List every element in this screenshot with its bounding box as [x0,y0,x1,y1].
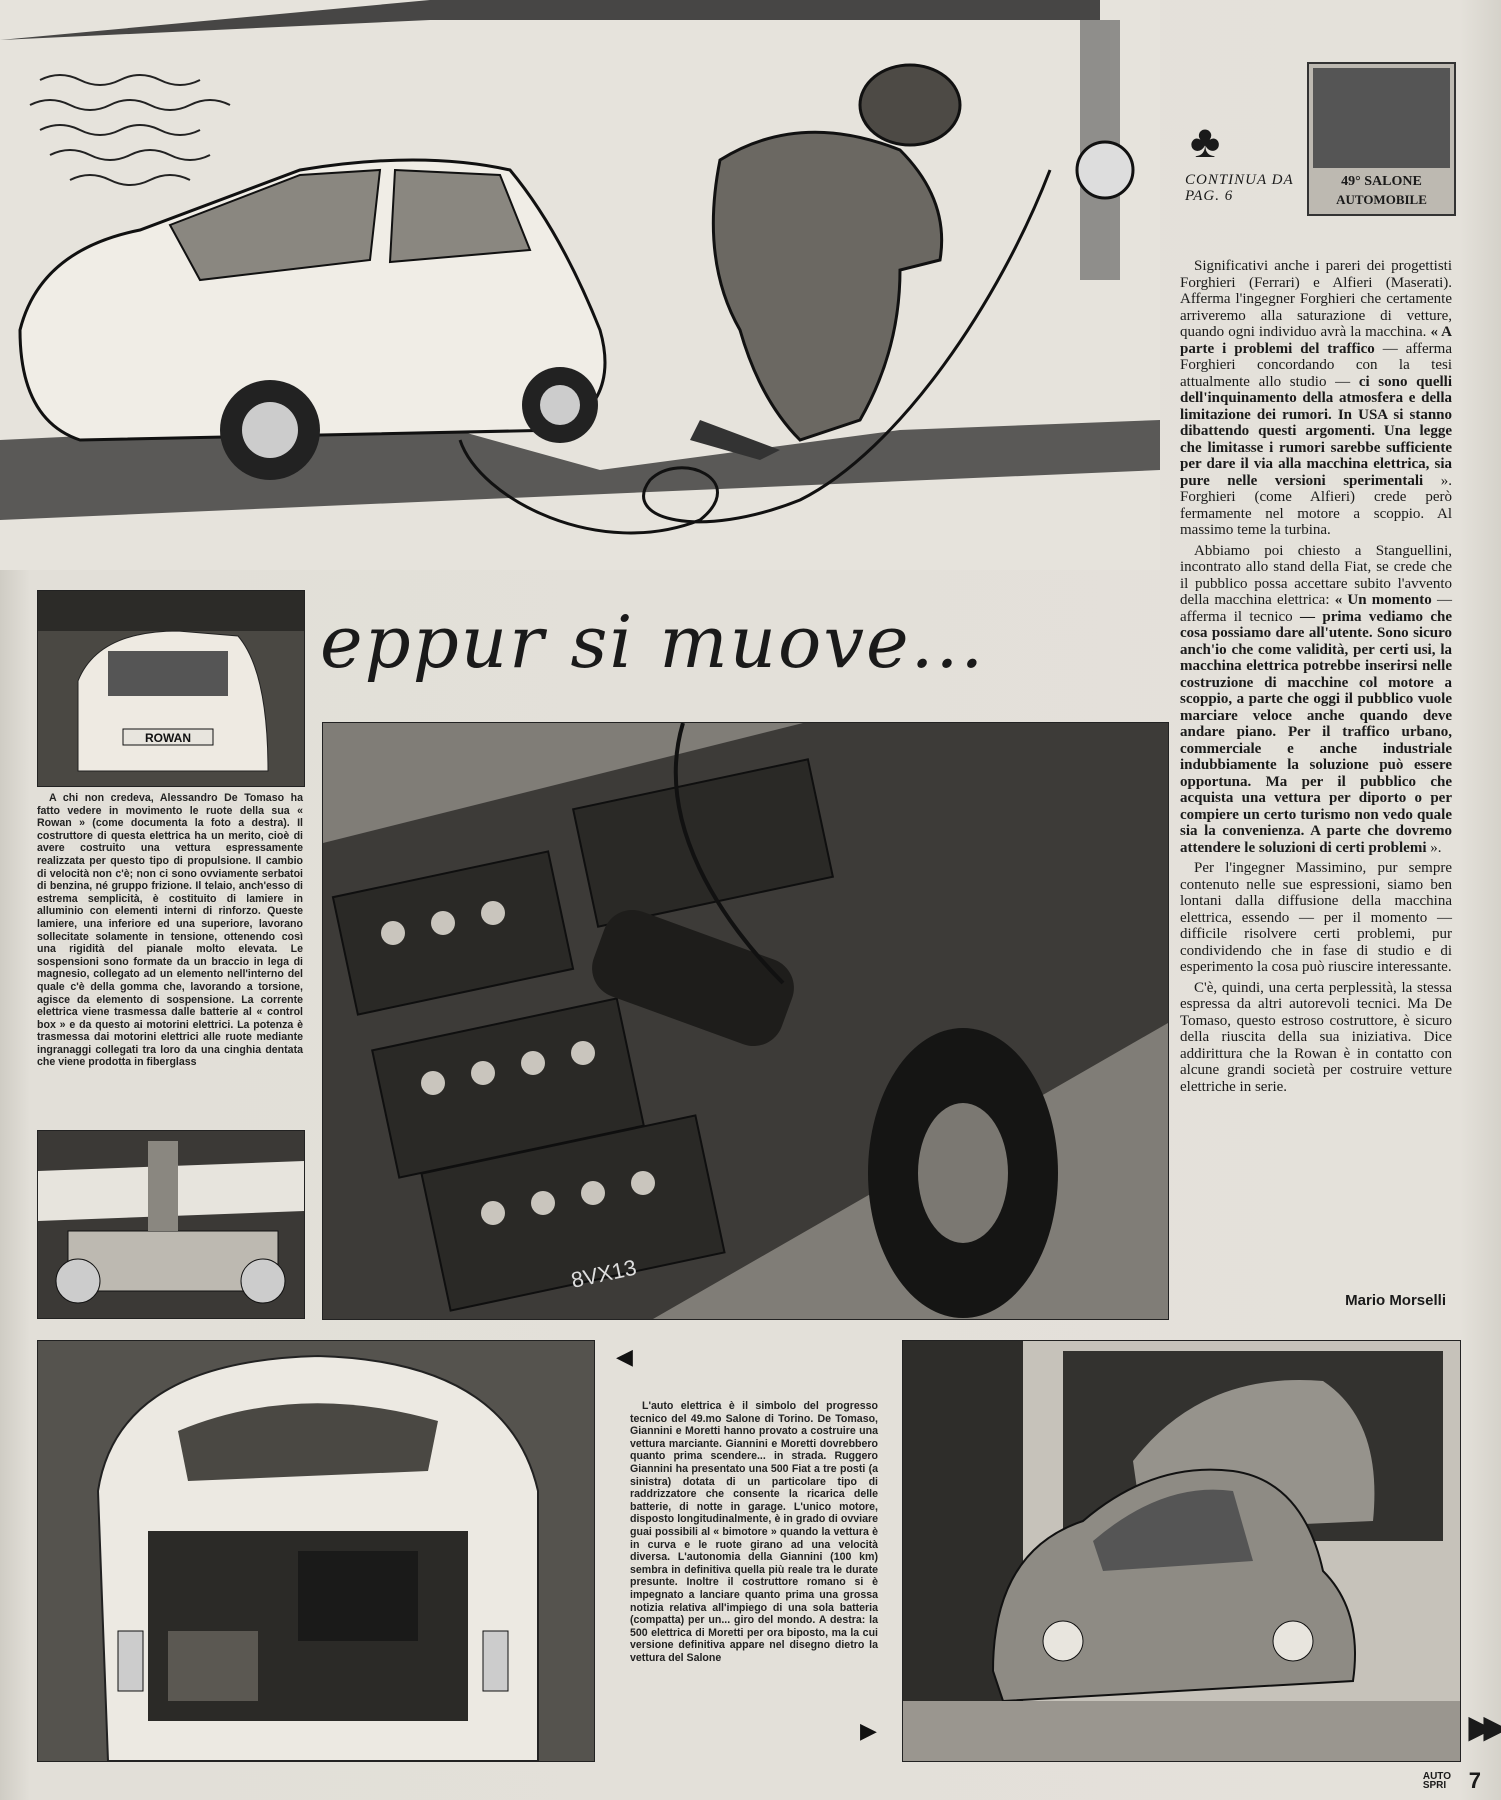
rowan-car-photo [37,590,305,787]
brand-line2: SPRI [1422,1780,1447,1791]
paragraph-2 [1180,543,1452,857]
charging-car-illustration [0,0,1160,570]
p1-bold-2: ci sono quelli dell'inquinamento della atmosfera e della limitazione dei rumori. In USA si stanno dibattendo questi argomenti. Una legge che limitasse i rumori sarebbe sufficiente per dare il via alla macchina elettrica, sia pure nelle versioni sperimentali [1180,373,1452,489]
bottom-caption [630,1400,878,1664]
logo-line1: 49° SALONE [1341,174,1422,189]
next-page-icon: ▶▶ [1468,1711,1499,1744]
p1-text-3: ». Forghieri (come Alfieri) crede però fermamente nel motore a scoppio. Al massimo teme la turbina. [1180,472,1453,538]
right-arrow-icon: ▶ [860,1718,877,1743]
rowan-plate: ROWAN [145,731,191,745]
p1-text-2: — afferma Forghieri concordando con la tesi attualmente allo studio — [1180,340,1452,390]
moretti500-photo [902,1340,1461,1762]
logo-line2: AUTOMOBILE [1336,192,1427,207]
p2-bold-2: — prima vediamo che cosa possiamo dare all'utente. Sono sicuro anch'io che come validità, per certi usi, la macchina elettrica potrebbe inserirsi nelle costruzione di macchine col motore a scoppio, a parte che oggi il pubblico vuole marciare veloce anche quando deve andare piano. Per il traffico urbano, commerciale e anche industriale indubbiamente la soluzione può essere opportuna. Ma per il pubblico che acquista una vettura per diporto o per compiere un certo turismo non vedo quale sia la convenienza. A parte che dovremo attendere le soluzioni di certi problemi [1180,608,1453,856]
left-caption-text: A chi non credeva, Alessandro De Tomaso ha fatto vedere in movimento le ruote della sua « Rowan » (come documenta la foto a destra). Il costruttore di questa elettrica ha un merito, cioè di avere costruito una vettura espressamente realizzata per questo tipo di propulsione. Il cambio di velocità non c'è; non ci sono ovviamente serbatoi di benzina, né gruppo frizione. Il telaio, anch'esso di estrema semplicità, è costituito di lamiere in alluminio con elementi interni di rinforzo. Queste lamiere, una inferiore ed una superiore, lavorano sollecitate solamente in tensione, ottenendo così una rigidità del pianale molto elevata. Le sospensioni sono formate da un braccio in lega di magnesio, collegato ad un elemento nell'interno del quale c'è della gomma che, lavorando a torsione, agisce da elemento di sospensione. La corrente elettrica viene trasmessa dalle batterie al « control box » e da questo ai motorini elettrici. La potenza è trasmessa dai motorini elettrici alle ruote mediante ingranaggi collegati tra loro da una cinghia dentata che viene prodotta in fiberglass [37,792,303,1069]
brand-mark [1423,1772,1451,1790]
brand-line1: AUTO [1422,1771,1451,1782]
fiat500-rear-photo [37,1340,595,1762]
p2-text-3: ». [1426,839,1442,856]
chassis-photo [37,1130,305,1319]
article-title: eppur si muove... [320,600,986,684]
p2-text-2: — afferma il tecnico [1180,592,1452,625]
battery-engine-photo [322,722,1169,1320]
left-arrow-icon: ◀ [616,1344,633,1369]
p1-bold: « A parte i problemi del traffico [1180,324,1452,357]
paragraph-4: C'è, quindi, una certa perplessità, la stessa espressa da altri autorevoli tecnici. Ma De Tomaso, questo estroso costruttore, è sicuro della riuscita della sua iniziativa. Dice addirittura che la Rowan è in contatto con alcune grandi società per costruire vetture elettriche in serie. [1180,979,1452,1095]
page-number: 7 [1468,1768,1481,1793]
article-right-column [1180,258,1452,1099]
salone-logo [1307,62,1456,216]
p2-bold: « Un momento [1334,592,1432,608]
p2-text: Abbiamo poi chiesto a Stanguellini, incontrato allo stand della Fiat, se crede che il pubblico possa accettare subito l'avvento della macchina elettrica: [1180,542,1452,608]
paragraph-3: Per l'ingegner Massimino, pur sempre contenuto nelle sue espressioni, siamo ben lontani dalla diffusione della macchina elettrica, essendo — per il momento — difficile risolvere certi problemi, pur condividendo che in fase di studio e di esperimento la cosa può riuscire interessante. [1180,860,1452,975]
club-icon: ♣ [1190,116,1221,167]
left-caption [37,792,303,1069]
battery-label: 8VX13 [568,1254,639,1293]
paragraph-1 [1180,258,1452,539]
bottom-caption-text: L'auto elettrica è il simbolo del progresso tecnico del 49.mo Salone di Torino. De Tomaso, Giannini e Moretti hanno provato a costruire una vettura marciante. Giannini e Moretti dovrebbero quanto prima scendere... in strada. Ruggero Giannini ha presentato una 500 Fiat a tre posti (a sinistra) dotata di un particolare tipo di raddrizzatore che consente la ricarica delle batterie, di notte in garage. L'unico motore, disposto longitudinalmente, è in grado di ovviare guai possibili al « bimotore » quando la vettura è in curva e le ruote girano ad una velocità diversa. L'autonomia della Giannini (100 km) sembra in definitiva quella più reale tra le durate presunte. Inoltre il costruttore romano si è impegnato a lanciare quanto prima una grossa notizia relativa all'impiego di una sola batteria (compatta) per un... giro del mondo. A destra: la 500 elettrica di Moretti per ora biposto, ma la cui versione definitiva appare nel disegno dietro la vettura del Salone [630,1400,878,1664]
p1-text: Significativi anche i pareri dei progettisti Forghieri (Ferrari) e Alfieri (Maserati). Afferma l'ingegner Forghieri che certamente arriveremo alla saturazione di vetture, quando ogni individuo avrà la macchina. [1180,258,1452,340]
continuation-note: CONTINUA DA PAG. 6 [1185,172,1294,204]
author-byline: Mario Morselli [1345,1292,1446,1309]
logo-image [1313,68,1450,168]
